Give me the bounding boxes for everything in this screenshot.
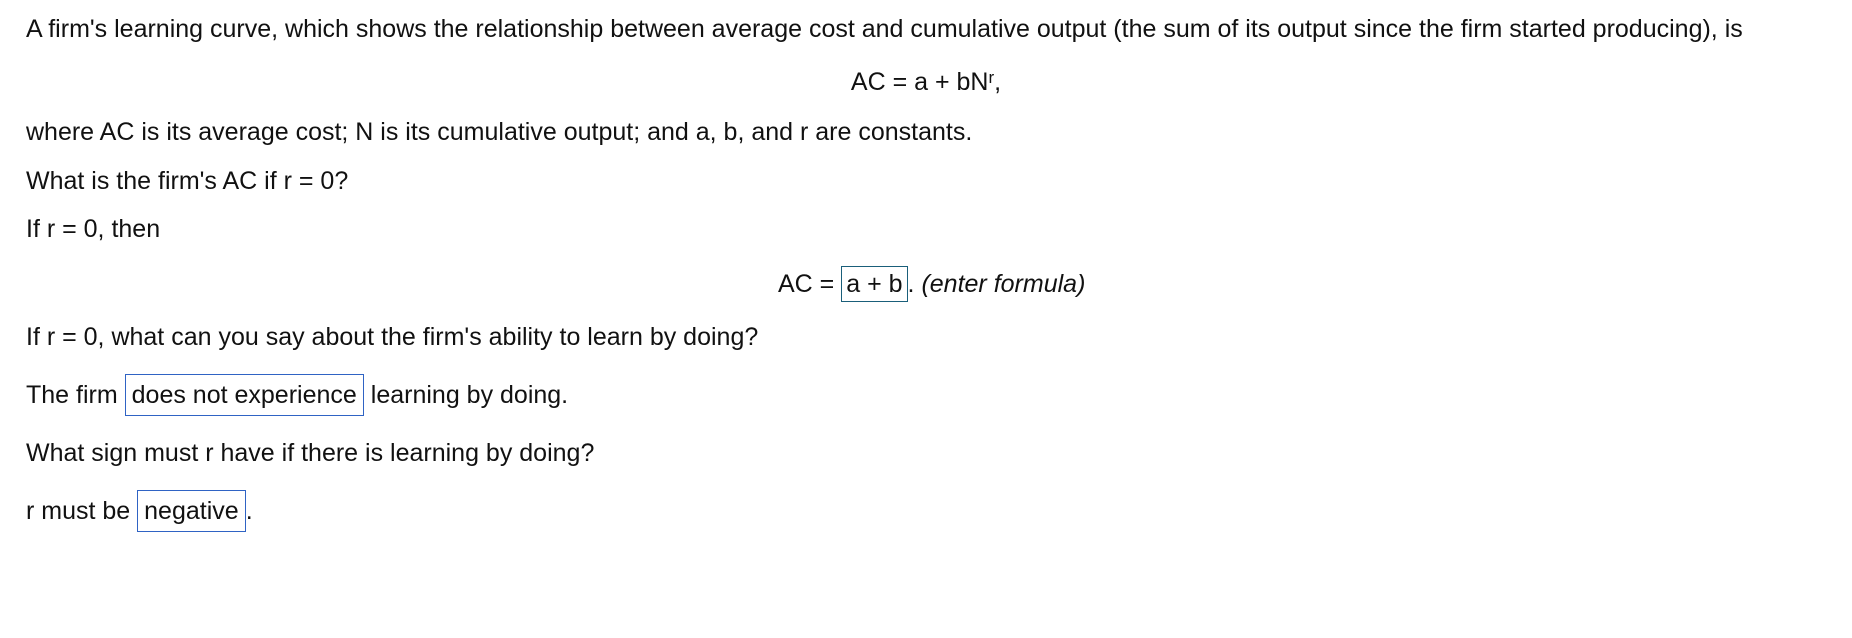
answer-2-row xyxy=(26,374,568,416)
answer-3-suffix: . xyxy=(245,497,253,525)
learning-dropdown[interactable]: does not experience xyxy=(125,374,364,416)
equation-exponent: r xyxy=(988,68,995,87)
answer-2-prefix: The firm xyxy=(26,381,118,409)
answer-1-row xyxy=(778,266,1085,302)
question-2: If r = 0, what can you say about the firm's ability to learn by doing? xyxy=(26,323,759,351)
equation-trail: , xyxy=(994,68,1002,96)
answer-3-row xyxy=(26,490,253,532)
equation-body: AC = a + bN xyxy=(850,68,989,96)
answer-2-suffix: learning by doing. xyxy=(370,381,569,409)
enter-formula-hint: (enter formula) xyxy=(921,270,1086,298)
answer-1-prefix: AC = xyxy=(778,270,835,298)
answer-1-lead: If r = 0, then xyxy=(26,215,161,243)
learning-curve-equation xyxy=(0,67,1852,97)
intro-text: A firm's learning curve, which shows the relationship between average cost and cumulative output (the sum of its output since the firm started producing), is xyxy=(26,15,1743,43)
answer-3-prefix: r must be xyxy=(26,497,131,525)
sign-dropdown[interactable]: negative xyxy=(137,490,246,532)
question-3: What sign must r have if there is learning by doing? xyxy=(26,439,595,467)
question-1: What is the firm's AC if r = 0? xyxy=(26,167,349,195)
formula-answer-field[interactable]: a + b xyxy=(841,266,907,302)
answer-1-period: . xyxy=(907,270,915,298)
definitions-text: where AC is its average cost; N is its cumulative output; and a, b, and r are constants. xyxy=(26,118,973,146)
